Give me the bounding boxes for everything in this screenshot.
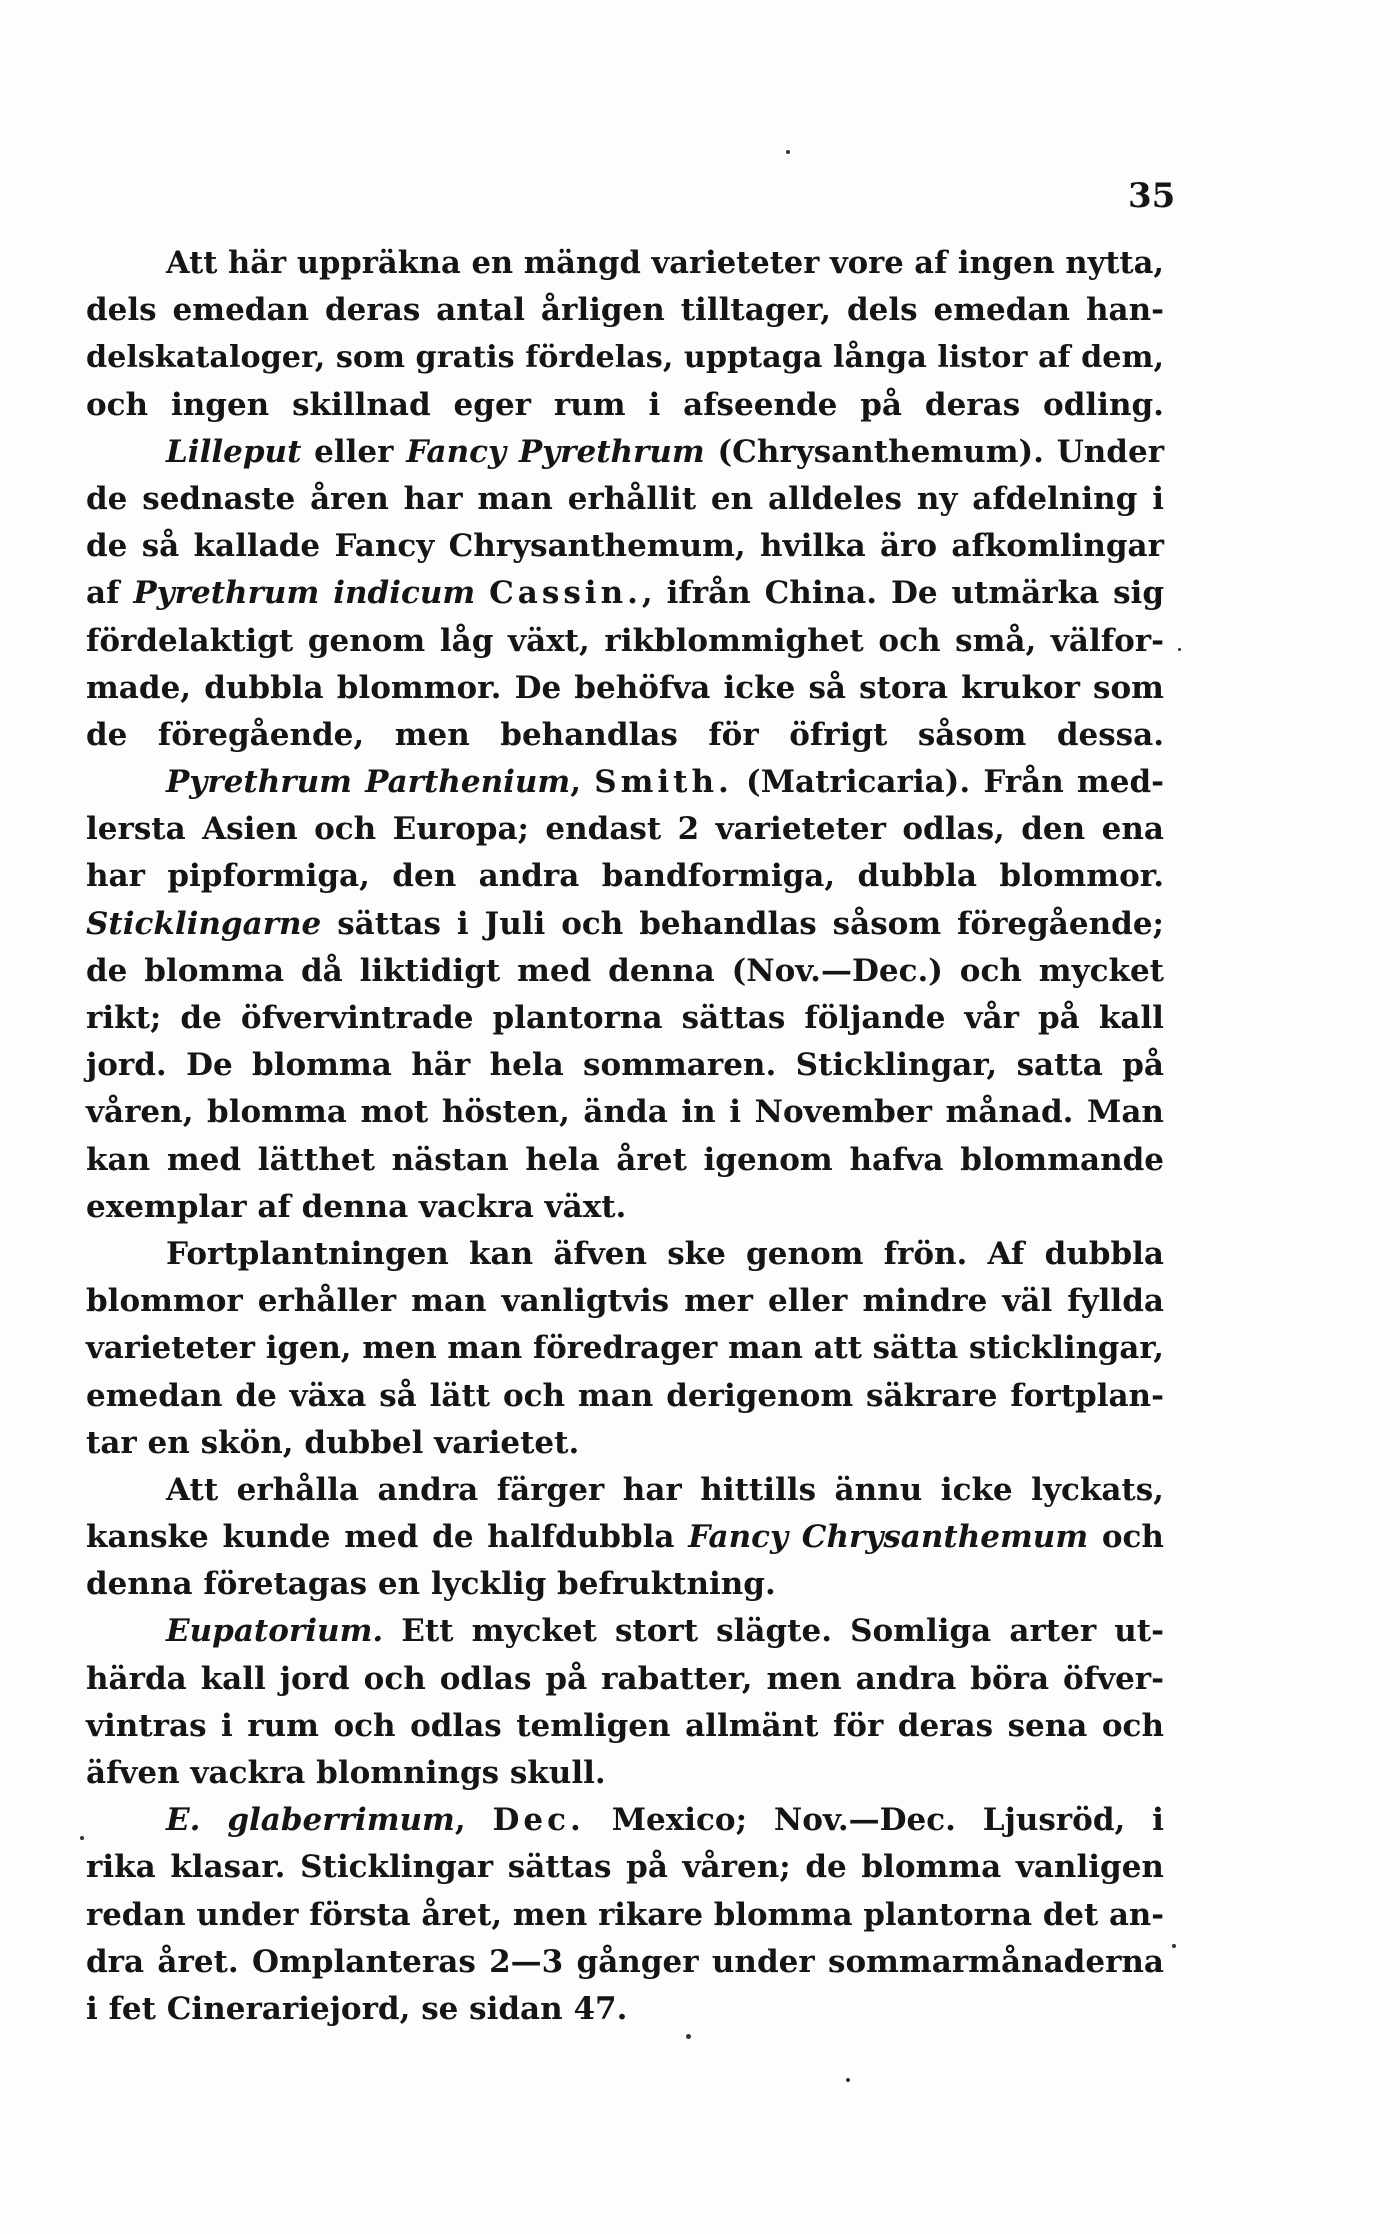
text-line — [86, 429, 1164, 476]
text-line — [86, 1231, 1164, 1278]
text-run: delskataloger, som gratis fördelas, upptaga långa listor af dem, — [86, 340, 1165, 376]
text-run: vintras i rum och odlas temligen allmänt för deras sena och — [86, 1707, 1164, 1744]
text-run: , — [570, 764, 595, 801]
text-line — [86, 287, 1164, 334]
text-run: och — [1088, 1519, 1164, 1556]
text-line — [86, 476, 1164, 523]
text-run: denna företagas en lycklig befruktning. — [86, 1566, 776, 1603]
text-line — [86, 1844, 1164, 1891]
text-run: Fortplantningen kan äfven ske genom frön. Af dubbla — [166, 1235, 1164, 1272]
author-name: Dec. — [492, 1802, 585, 1839]
italic-term: Sticklingarne — [86, 905, 322, 942]
text-line — [86, 240, 1164, 287]
text-run: , ifrån China. De utmärka sig — [641, 575, 1164, 612]
text-run: rika klasar. Sticklingar sättas på våren; de blomma vanligen — [86, 1849, 1164, 1886]
text-run: Ett mycket stort slägte. Somliga arter ut- — [383, 1613, 1164, 1650]
text-run: i fet Cinerariejord, se sidan 47. — [86, 1990, 628, 2027]
text-run: exemplar af denna vackra växt. — [86, 1188, 627, 1225]
text-line — [86, 1137, 1164, 1184]
text-line — [86, 1467, 1164, 1514]
italic-term: Fancy Chrysanthemum — [688, 1519, 1089, 1556]
text-line — [86, 1325, 1164, 1372]
italic-term: Pyrethrum indicum — [133, 575, 476, 612]
text-line — [86, 382, 1164, 429]
text-line — [86, 806, 1164, 853]
text-line — [86, 1561, 1164, 1608]
text-line — [86, 1892, 1164, 1939]
text-run: de så kallade Fancy Chrysanthemum, hvilka äro afkomlingar — [86, 528, 1164, 565]
text-line — [86, 1514, 1164, 1561]
text-line — [86, 1703, 1164, 1750]
text-line — [86, 1750, 1164, 1797]
text-line — [86, 1278, 1164, 1325]
text-run: eller — [301, 433, 407, 470]
text-line — [86, 712, 1164, 759]
text-run: af — [86, 575, 134, 612]
text-line — [86, 334, 1164, 381]
text-run: (Matricaria). Från med- — [732, 764, 1164, 801]
text-line — [86, 995, 1164, 1042]
text-run: lersta Asien och Europa; endast 2 varieteter odlas, den ena — [86, 811, 1164, 848]
text-run: jord. De blomma här hela sommaren. Sticklingar, satta på — [86, 1047, 1164, 1084]
text-run: tar en skön, dubbel varietet. — [86, 1424, 580, 1461]
text-line — [86, 1042, 1164, 1089]
text-run: Att här uppräkna en mängd varieteter vore af ingen nytta, — [166, 245, 1164, 281]
text-run: de föregående, men behandlas för öfrigt såsom dessa. — [86, 716, 1164, 753]
text-line — [86, 1986, 1164, 2033]
scan-speck — [786, 150, 790, 154]
text-run: rikt; de öfvervintrade plantorna sättas följande vår på kall — [86, 1000, 1164, 1036]
author-name: Smith. — [594, 764, 733, 801]
text-run: redan under första året, men rikare blomma plantorna det an- — [86, 1896, 1165, 1933]
text-run: blommor erhåller man vanligtvis mer eller mindre väl fyllda — [86, 1283, 1164, 1320]
text-run: och ingen skillnad eger rum i afseende på deras odling. — [86, 386, 1164, 423]
text-line — [86, 523, 1164, 570]
italic-term: Fancy Pyrethrum — [406, 433, 705, 470]
text-run — [475, 575, 489, 611]
text-run: , — [454, 1802, 493, 1839]
scan-speck — [686, 2034, 691, 2039]
text-run: (Chrysanthemum). Under — [704, 433, 1165, 470]
italic-term: Lilleput — [166, 433, 302, 470]
scan-speck — [846, 2078, 850, 2082]
text-line — [86, 1797, 1164, 1844]
text-run: de sednaste åren har man erhållit en alldeles ny afdelning i — [86, 480, 1164, 517]
scan-speck — [80, 1836, 84, 1840]
text-run: Mexico; Nov.—Dec. Ljusröd, i — [584, 1802, 1164, 1839]
text-line — [86, 665, 1164, 712]
page-number: 35 — [1128, 176, 1176, 216]
text-line — [86, 1420, 1164, 1467]
text-line — [86, 1608, 1164, 1655]
text-run: fördelaktigt genom låg växt, rikblommighet och små, välfor- — [86, 622, 1164, 659]
text-line — [86, 948, 1164, 995]
text-line — [86, 1939, 1164, 1986]
italic-term: E. glaberrimum — [166, 1802, 455, 1839]
body-text — [86, 240, 1164, 2033]
italic-term: Pyrethrum Parthenium — [166, 764, 571, 801]
text-run: dra året. Omplanteras 2—3 gånger under sommarmånaderna — [86, 1943, 1165, 1980]
text-line — [86, 618, 1164, 665]
author-name: Cassin. — [489, 575, 642, 612]
text-line — [86, 1184, 1164, 1231]
text-run: de blomma då liktidigt med denna (Nov.—Dec.) och mycket — [86, 952, 1164, 989]
text-line — [86, 759, 1164, 806]
text-run: kanske kunde med de halfdubbla — [86, 1519, 689, 1556]
text-line — [86, 1089, 1164, 1136]
text-run: kan med lätthet nästan hela året igenom hafva blommande — [86, 1141, 1165, 1178]
text-run: made, dubbla blommor. De behöfva icke så stora krukor som — [86, 669, 1164, 706]
text-line — [86, 901, 1164, 948]
text-run: sättas i Juli och behandlas såsom föregående; — [321, 905, 1164, 942]
italic-term: Eupatorium. — [166, 1613, 384, 1650]
scan-speck — [1178, 648, 1181, 651]
text-line — [86, 853, 1164, 900]
text-run: har pipformiga, den andra bandformiga, dubbla blommor. — [86, 858, 1165, 895]
text-run: äfven vackra blomnings skull. — [86, 1755, 606, 1791]
text-run: Att erhålla andra färger har hittills ännu icke lyckats, — [166, 1471, 1164, 1508]
text-line — [86, 1373, 1164, 1420]
scan-speck — [1172, 1944, 1176, 1948]
text-run: varieteter igen, men man föredrager man att sätta sticklingar, — [86, 1330, 1165, 1367]
text-run: våren, blomma mot hösten, ända in i November månad. Man — [86, 1094, 1164, 1131]
text-line — [86, 570, 1164, 617]
text-run: emedan de växa så lätt och man derigenom säkrare fortplan- — [86, 1377, 1164, 1414]
text-run: härda kall jord och odlas på rabatter, men andra böra öfver- — [86, 1660, 1164, 1697]
text-run: dels emedan deras antal årligen tilltager, dels emedan han- — [86, 292, 1164, 329]
text-line — [86, 1656, 1164, 1703]
